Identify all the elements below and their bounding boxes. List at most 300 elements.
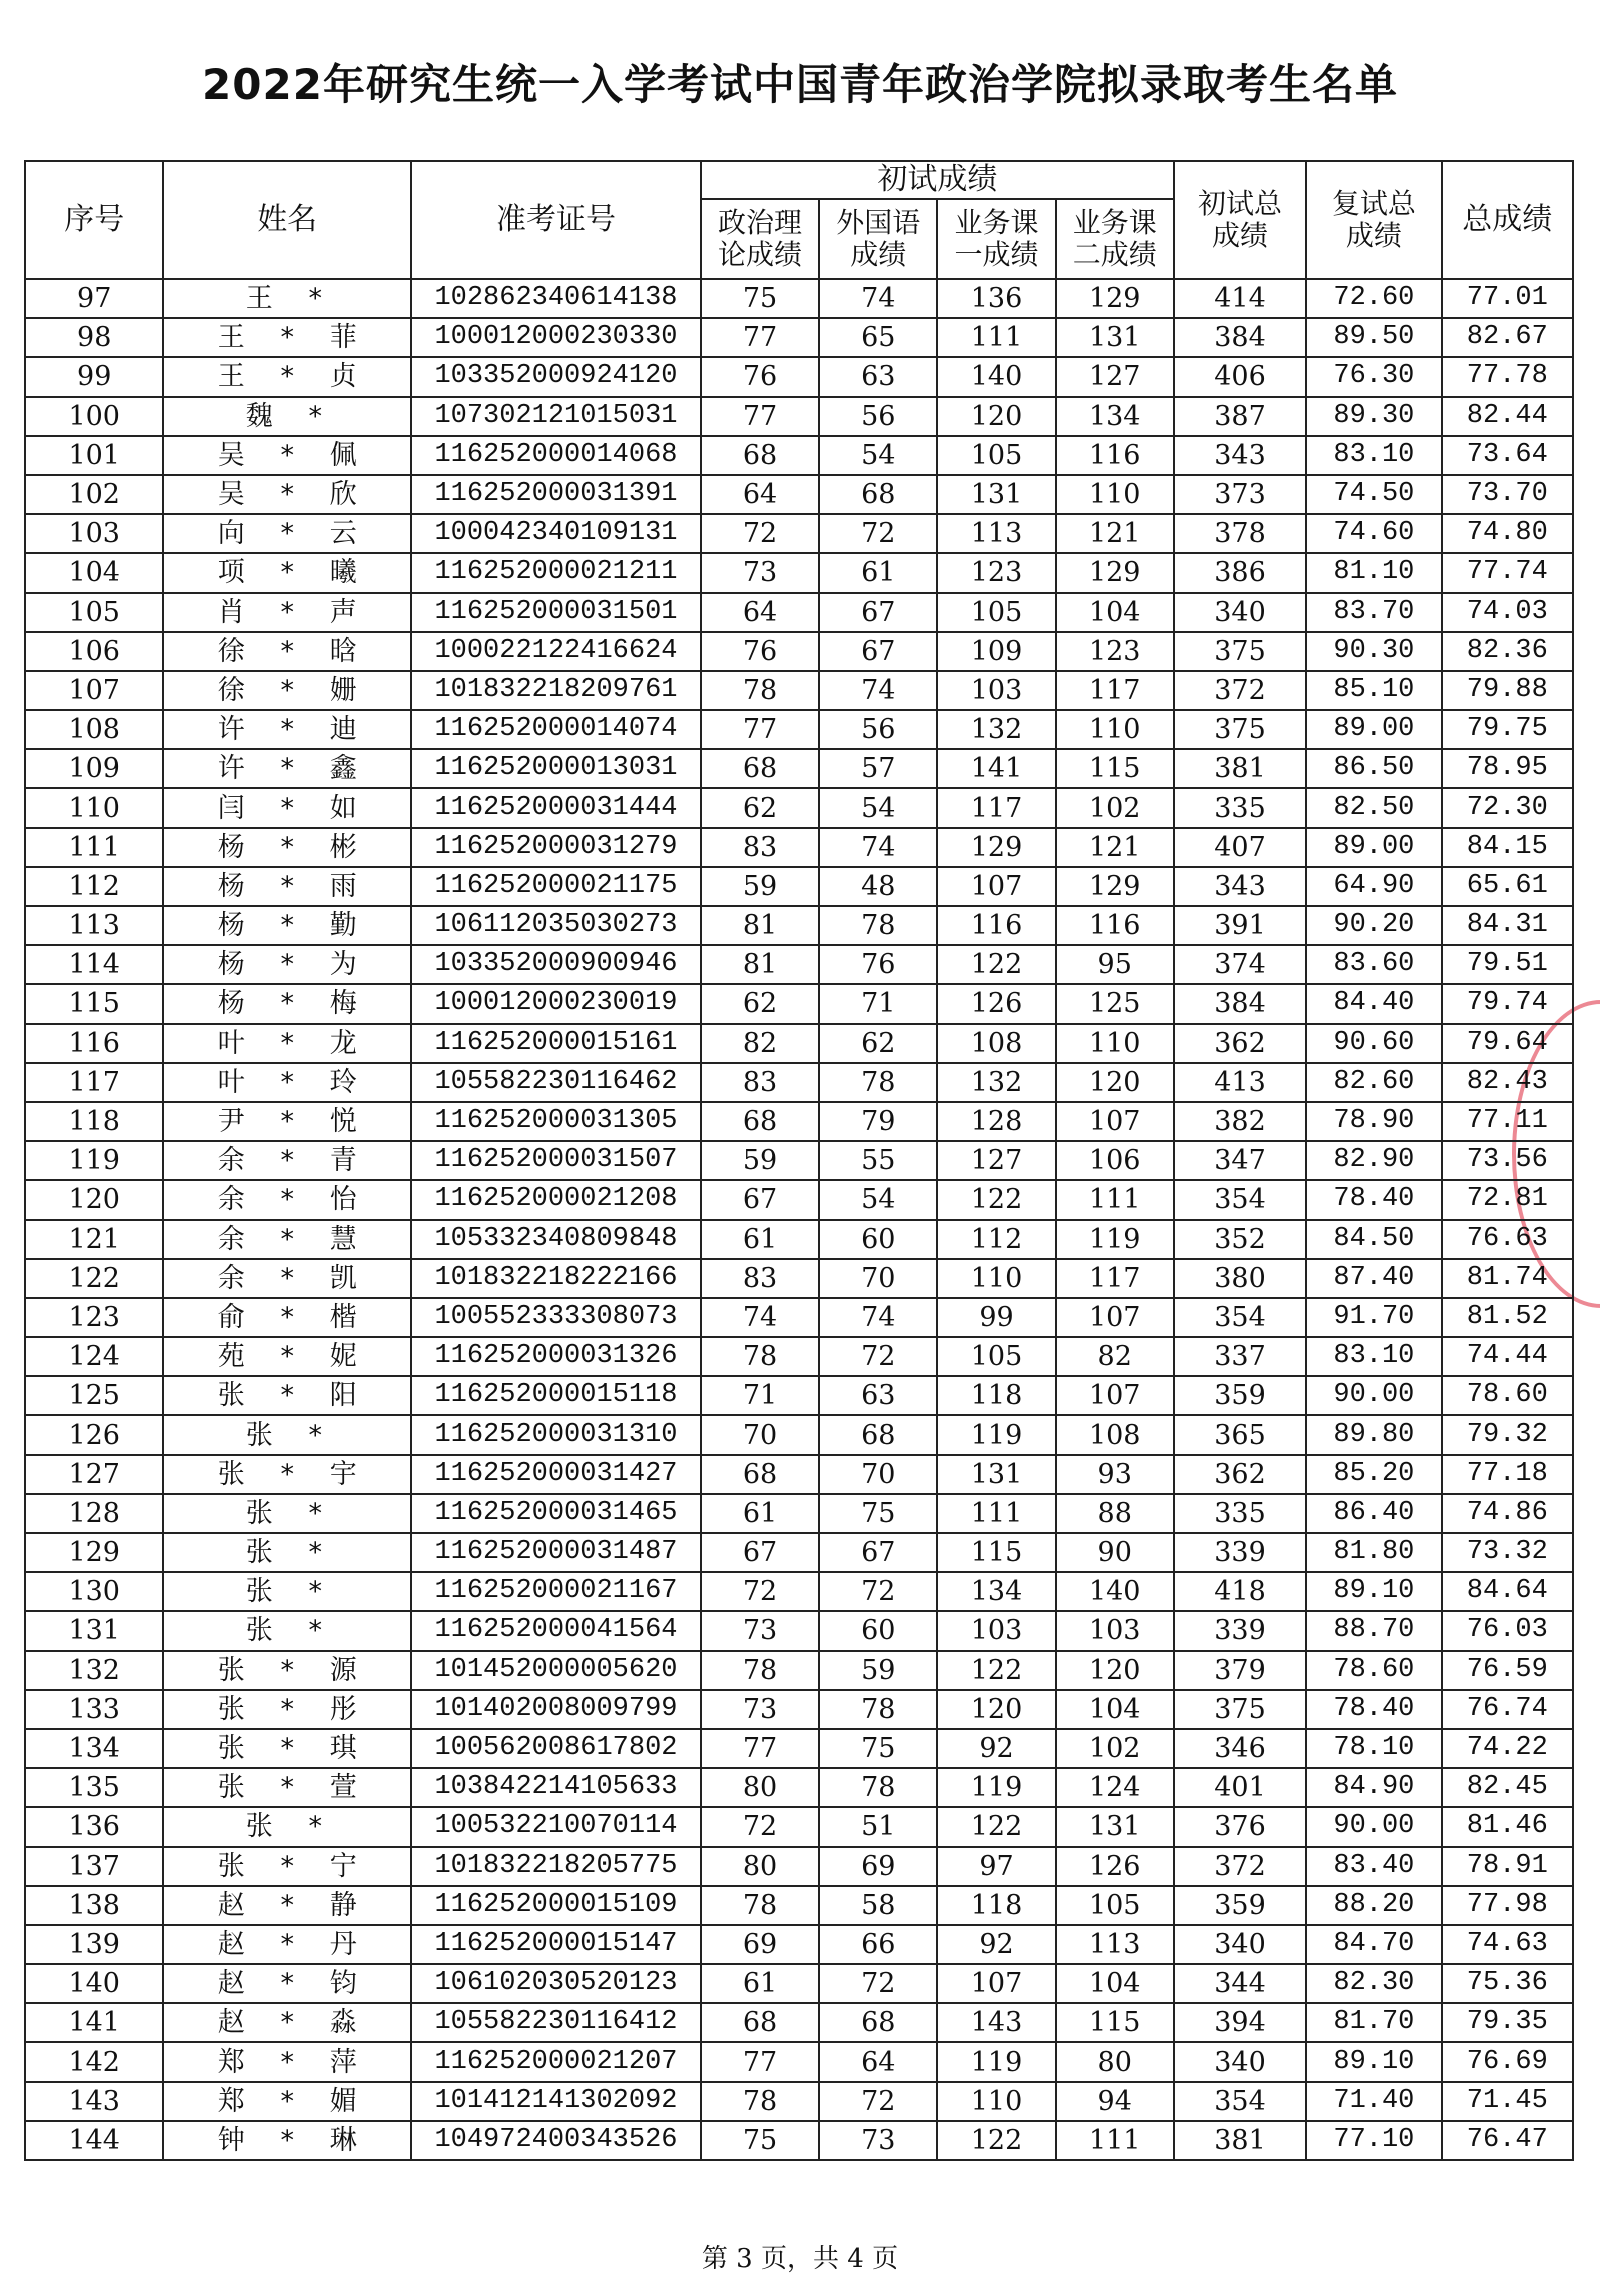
cell-name: 张 * — [163, 1807, 411, 1846]
cell-total: 76.59 — [1442, 1651, 1573, 1690]
cell-course1: 141 — [937, 749, 1055, 788]
cell-course2: 105 — [1056, 1886, 1174, 1925]
cell-prelim-total: 362 — [1174, 1024, 1306, 1063]
cell-total: 76.69 — [1442, 2042, 1573, 2081]
cell-name: 赵 * 丹 — [163, 1925, 411, 1964]
cell-course1: 127 — [937, 1141, 1055, 1180]
cell-prelim-total: 372 — [1174, 1847, 1306, 1886]
cell-total: 74.44 — [1442, 1337, 1573, 1376]
cell-total: 72.30 — [1442, 788, 1573, 827]
cell-course2: 119 — [1056, 1220, 1174, 1259]
table-row — [25, 1729, 1573, 1768]
cell-course2: 90 — [1056, 1533, 1174, 1572]
cell-retest-total: 82.50 — [1306, 788, 1441, 827]
cell-exam-id: 101832218222166 — [411, 1259, 701, 1298]
cell-retest-total: 91.70 — [1306, 1298, 1441, 1337]
cell-seq: 137 — [25, 1847, 163, 1886]
cell-politics: 67 — [701, 1180, 819, 1219]
cell-politics: 82 — [701, 1024, 819, 1063]
cell-course1: 120 — [937, 1690, 1055, 1729]
cell-exam-id: 116252000021211 — [411, 553, 701, 592]
cell-seq: 105 — [25, 593, 163, 632]
cell-retest-total: 89.30 — [1306, 397, 1441, 436]
cell-foreign: 57 — [819, 749, 937, 788]
cell-exam-id: 116252000031465 — [411, 1494, 701, 1533]
page-footer: 第 3 页，共 4 页 — [701, 2244, 899, 2274]
cell-retest-total: 86.50 — [1306, 749, 1441, 788]
cell-prelim-total: 418 — [1174, 1572, 1306, 1611]
cell-seq: 110 — [25, 788, 163, 827]
table-row — [25, 1259, 1573, 1298]
cell-name: 张 * 萱 — [163, 1768, 411, 1807]
cell-prelim-total: 376 — [1174, 1807, 1306, 1846]
table-row — [25, 357, 1573, 396]
cell-name: 张 * 源 — [163, 1651, 411, 1690]
cell-course2: 110 — [1056, 475, 1174, 514]
cell-total: 77.78 — [1442, 357, 1573, 396]
table-row — [25, 2003, 1573, 2042]
cell-course1: 117 — [937, 788, 1055, 827]
header-course2: 业务课 二成绩 — [1056, 199, 1174, 279]
cell-retest-total: 90.00 — [1306, 1807, 1441, 1846]
cell-seq: 106 — [25, 632, 163, 671]
cell-total: 82.43 — [1442, 1063, 1573, 1102]
cell-course2: 111 — [1056, 2121, 1174, 2160]
cell-course2: 125 — [1056, 984, 1174, 1023]
cell-exam-id: 100012000230330 — [411, 318, 701, 357]
cell-foreign: 62 — [819, 1024, 937, 1063]
cell-exam-id: 100022122416624 — [411, 632, 701, 671]
cell-politics: 83 — [701, 1259, 819, 1298]
header-prelim-total: 初试总 成绩 — [1174, 161, 1306, 279]
table-row — [25, 1376, 1573, 1415]
header-foreign: 外国语 成绩 — [819, 199, 937, 279]
cell-name: 张 * 宁 — [163, 1847, 411, 1886]
cell-course1: 110 — [937, 1259, 1055, 1298]
cell-total: 78.91 — [1442, 1847, 1573, 1886]
page-title: 2022年研究生统一入学考试中国青年政治学院拟录取考生名单 — [202, 60, 1398, 109]
cell-total: 79.75 — [1442, 710, 1573, 749]
cell-retest-total: 84.50 — [1306, 1220, 1441, 1259]
cell-prelim-total: 386 — [1174, 553, 1306, 592]
cell-course2: 116 — [1056, 906, 1174, 945]
cell-retest-total: 89.10 — [1306, 2042, 1441, 2081]
table-row — [25, 867, 1573, 906]
cell-course2: 93 — [1056, 1455, 1174, 1494]
cell-politics: 59 — [701, 1141, 819, 1180]
cell-retest-total: 83.40 — [1306, 1847, 1441, 1886]
cell-total: 78.60 — [1442, 1376, 1573, 1415]
cell-exam-id: 101402008009799 — [411, 1690, 701, 1729]
cell-exam-id: 116252000015118 — [411, 1376, 701, 1415]
cell-exam-id: 116252000021167 — [411, 1572, 701, 1611]
cell-exam-id: 116252000031507 — [411, 1141, 701, 1180]
cell-course1: 107 — [937, 1964, 1055, 2003]
cell-retest-total: 89.10 — [1306, 1572, 1441, 1611]
cell-exam-id: 103352000900946 — [411, 945, 701, 984]
cell-retest-total: 78.60 — [1306, 1651, 1441, 1690]
cell-seq: 128 — [25, 1494, 163, 1533]
cell-seq: 114 — [25, 945, 163, 984]
cell-course1: 122 — [937, 1807, 1055, 1846]
cell-total: 76.63 — [1442, 1220, 1573, 1259]
cell-retest-total: 74.50 — [1306, 475, 1441, 514]
cell-course2: 120 — [1056, 1651, 1174, 1690]
cell-foreign: 58 — [819, 1886, 937, 1925]
cell-foreign: 67 — [819, 593, 937, 632]
cell-total: 74.03 — [1442, 593, 1573, 632]
cell-course2: 107 — [1056, 1298, 1174, 1337]
cell-course2: 104 — [1056, 593, 1174, 632]
cell-politics: 83 — [701, 828, 819, 867]
cell-name: 叶 * 龙 — [163, 1024, 411, 1063]
cell-seq: 122 — [25, 1259, 163, 1298]
cell-politics: 71 — [701, 1376, 819, 1415]
header-course1: 业务课 一成绩 — [937, 199, 1055, 279]
cell-exam-id: 101452000005620 — [411, 1651, 701, 1690]
cell-politics: 72 — [701, 514, 819, 553]
cell-name: 杨 * 勤 — [163, 906, 411, 945]
cell-seq: 104 — [25, 553, 163, 592]
cell-course1: 111 — [937, 1494, 1055, 1533]
cell-politics: 61 — [701, 1964, 819, 2003]
cell-name: 赵 * 钧 — [163, 1964, 411, 2003]
cell-course2: 134 — [1056, 397, 1174, 436]
cell-total: 82.44 — [1442, 397, 1573, 436]
table-row — [25, 1690, 1573, 1729]
cell-foreign: 74 — [819, 828, 937, 867]
cell-total: 73.64 — [1442, 436, 1573, 475]
cell-foreign: 51 — [819, 1807, 937, 1846]
cell-retest-total: 77.10 — [1306, 2121, 1441, 2160]
cell-total: 79.32 — [1442, 1415, 1573, 1454]
cell-total: 74.86 — [1442, 1494, 1573, 1533]
cell-politics: 69 — [701, 1925, 819, 1964]
cell-retest-total: 82.60 — [1306, 1063, 1441, 1102]
cell-course1: 126 — [937, 984, 1055, 1023]
table-row — [25, 671, 1573, 710]
cell-course1: 132 — [937, 1063, 1055, 1102]
cell-total: 72.81 — [1442, 1180, 1573, 1219]
cell-course2: 123 — [1056, 632, 1174, 671]
cell-retest-total: 81.70 — [1306, 2003, 1441, 2042]
cell-course2: 127 — [1056, 357, 1174, 396]
cell-total: 74.63 — [1442, 1925, 1573, 1964]
cell-course2: 102 — [1056, 1729, 1174, 1768]
cell-course1: 92 — [937, 1925, 1055, 1964]
cell-course1: 103 — [937, 1611, 1055, 1650]
table-row — [25, 1455, 1573, 1494]
table-row — [25, 397, 1573, 436]
cell-total: 84.15 — [1442, 828, 1573, 867]
cell-course2: 131 — [1056, 1807, 1174, 1846]
cell-course2: 126 — [1056, 1847, 1174, 1886]
cell-politics: 72 — [701, 1807, 819, 1846]
cell-course1: 105 — [937, 593, 1055, 632]
cell-total: 73.70 — [1442, 475, 1573, 514]
cell-retest-total: 76.30 — [1306, 357, 1441, 396]
cell-prelim-total: 343 — [1174, 436, 1306, 475]
cell-course1: 120 — [937, 397, 1055, 436]
cell-course2: 121 — [1056, 514, 1174, 553]
cell-retest-total: 64.90 — [1306, 867, 1441, 906]
cell-politics: 72 — [701, 1572, 819, 1611]
cell-prelim-total: 382 — [1174, 1102, 1306, 1141]
cell-prelim-total: 359 — [1174, 1886, 1306, 1925]
cell-prelim-total: 340 — [1174, 1925, 1306, 1964]
cell-exam-id: 116252000031391 — [411, 475, 701, 514]
cell-retest-total: 84.90 — [1306, 1768, 1441, 1807]
cell-name: 俞 * 楷 — [163, 1298, 411, 1337]
table-row — [25, 1925, 1573, 1964]
table-body — [25, 279, 1573, 2160]
cell-retest-total: 83.10 — [1306, 1337, 1441, 1376]
cell-politics: 68 — [701, 1102, 819, 1141]
table-row — [25, 710, 1573, 749]
cell-prelim-total: 335 — [1174, 788, 1306, 827]
cell-exam-id: 100012000230019 — [411, 984, 701, 1023]
cell-foreign: 54 — [819, 1180, 937, 1219]
cell-name: 郑 * 萍 — [163, 2042, 411, 2081]
cell-foreign: 74 — [819, 671, 937, 710]
header-exam-id: 准考证号 — [411, 161, 701, 279]
cell-prelim-total: 365 — [1174, 1415, 1306, 1454]
cell-name: 吴 * 佩 — [163, 436, 411, 475]
cell-course2: 104 — [1056, 1690, 1174, 1729]
table-row — [25, 514, 1573, 553]
table-row — [25, 593, 1573, 632]
table-row — [25, 1533, 1573, 1572]
table-row — [25, 984, 1573, 1023]
cell-politics: 61 — [701, 1494, 819, 1533]
table-row — [25, 436, 1573, 475]
cell-foreign: 72 — [819, 1337, 937, 1376]
cell-politics: 68 — [701, 2003, 819, 2042]
cell-course2: 140 — [1056, 1572, 1174, 1611]
cell-foreign: 68 — [819, 475, 937, 514]
cell-politics: 62 — [701, 788, 819, 827]
cell-course1: 103 — [937, 671, 1055, 710]
header-name: 姓名 — [163, 161, 411, 279]
cell-total: 84.64 — [1442, 1572, 1573, 1611]
cell-course1: 143 — [937, 2003, 1055, 2042]
cell-course1: 128 — [937, 1102, 1055, 1141]
cell-course1: 115 — [937, 1533, 1055, 1572]
cell-total: 79.64 — [1442, 1024, 1573, 1063]
cell-seq: 134 — [25, 1729, 163, 1768]
cell-course2: 115 — [1056, 2003, 1174, 2042]
table-row — [25, 2082, 1573, 2121]
cell-politics: 74 — [701, 1298, 819, 1337]
table-row — [25, 1024, 1573, 1063]
cell-prelim-total: 380 — [1174, 1259, 1306, 1298]
cell-total: 74.80 — [1442, 514, 1573, 553]
cell-politics: 78 — [701, 1337, 819, 1376]
cell-politics: 75 — [701, 2121, 819, 2160]
cell-seq: 142 — [25, 2042, 163, 2081]
cell-retest-total: 84.70 — [1306, 1925, 1441, 1964]
admission-table — [24, 160, 1574, 2161]
header-politics: 政治理 论成绩 — [701, 199, 819, 279]
cell-exam-id: 116252000015109 — [411, 1886, 701, 1925]
cell-seq: 127 — [25, 1455, 163, 1494]
cell-retest-total: 78.10 — [1306, 1729, 1441, 1768]
cell-politics: 61 — [701, 1220, 819, 1259]
cell-course2: 110 — [1056, 1024, 1174, 1063]
cell-exam-id: 106112035030273 — [411, 906, 701, 945]
cell-seq: 138 — [25, 1886, 163, 1925]
cell-retest-total: 89.80 — [1306, 1415, 1441, 1454]
cell-total: 82.67 — [1442, 318, 1573, 357]
cell-name: 许 * 鑫 — [163, 749, 411, 788]
cell-course2: 107 — [1056, 1376, 1174, 1415]
cell-prelim-total: 391 — [1174, 906, 1306, 945]
cell-name: 张 * — [163, 1415, 411, 1454]
table-row — [25, 1847, 1573, 1886]
cell-seq: 132 — [25, 1651, 163, 1690]
cell-total: 76.74 — [1442, 1690, 1573, 1729]
cell-course2: 103 — [1056, 1611, 1174, 1650]
table-row — [25, 1141, 1573, 1180]
cell-prelim-total: 337 — [1174, 1337, 1306, 1376]
header-retest-total: 复试总 成绩 — [1306, 161, 1441, 279]
cell-politics: 68 — [701, 749, 819, 788]
cell-course2: 94 — [1056, 2082, 1174, 2121]
cell-retest-total: 89.50 — [1306, 318, 1441, 357]
cell-seq: 116 — [25, 1024, 163, 1063]
cell-foreign: 79 — [819, 1102, 937, 1141]
cell-total: 75.36 — [1442, 1964, 1573, 2003]
cell-name: 向 * 云 — [163, 514, 411, 553]
cell-seq: 108 — [25, 710, 163, 749]
cell-course1: 119 — [937, 1768, 1055, 1807]
cell-total: 81.46 — [1442, 1807, 1573, 1846]
cell-name: 杨 * 为 — [163, 945, 411, 984]
cell-exam-id: 116252000031279 — [411, 828, 701, 867]
cell-retest-total: 86.40 — [1306, 1494, 1441, 1533]
cell-seq: 135 — [25, 1768, 163, 1807]
cell-total: 65.61 — [1442, 867, 1573, 906]
cell-seq: 118 — [25, 1102, 163, 1141]
cell-course2: 116 — [1056, 436, 1174, 475]
cell-foreign: 72 — [819, 514, 937, 553]
cell-retest-total: 85.10 — [1306, 671, 1441, 710]
header-prelim-group: 初试成绩 — [701, 161, 1174, 199]
cell-total: 76.03 — [1442, 1611, 1573, 1650]
cell-course1: 105 — [937, 436, 1055, 475]
cell-retest-total: 83.70 — [1306, 593, 1441, 632]
cell-total: 77.11 — [1442, 1102, 1573, 1141]
cell-course2: 115 — [1056, 749, 1174, 788]
cell-retest-total: 90.20 — [1306, 906, 1441, 945]
cell-course2: 104 — [1056, 1964, 1174, 2003]
cell-course1: 119 — [937, 2042, 1055, 2081]
cell-prelim-total: 384 — [1174, 984, 1306, 1023]
cell-course1: 110 — [937, 2082, 1055, 2121]
cell-foreign: 78 — [819, 1063, 937, 1102]
cell-retest-total: 71.40 — [1306, 2082, 1441, 2121]
cell-politics: 76 — [701, 632, 819, 671]
cell-course1: 123 — [937, 553, 1055, 592]
cell-course1: 105 — [937, 1337, 1055, 1376]
cell-prelim-total: 381 — [1174, 2121, 1306, 2160]
cell-course2: 129 — [1056, 553, 1174, 592]
cell-name: 赵 * 静 — [163, 1886, 411, 1925]
cell-course2: 106 — [1056, 1141, 1174, 1180]
table-row — [25, 553, 1573, 592]
cell-name: 张 * — [163, 1572, 411, 1611]
cell-foreign: 66 — [819, 1925, 937, 1964]
cell-total: 77.01 — [1442, 279, 1573, 318]
cell-politics: 76 — [701, 357, 819, 396]
cell-exam-id: 116252000031444 — [411, 788, 701, 827]
cell-foreign: 61 — [819, 553, 937, 592]
cell-foreign: 70 — [819, 1455, 937, 1494]
cell-total: 82.36 — [1442, 632, 1573, 671]
cell-course1: 109 — [937, 632, 1055, 671]
cell-exam-id: 116252000014074 — [411, 710, 701, 749]
cell-seq: 113 — [25, 906, 163, 945]
cell-total: 74.22 — [1442, 1729, 1573, 1768]
cell-retest-total: 74.60 — [1306, 514, 1441, 553]
cell-total: 79.35 — [1442, 2003, 1573, 2042]
cell-course1: 131 — [937, 1455, 1055, 1494]
table-row — [25, 1964, 1573, 2003]
cell-prelim-total: 373 — [1174, 475, 1306, 514]
cell-seq: 99 — [25, 357, 163, 396]
cell-seq: 102 — [25, 475, 163, 514]
cell-name: 王 * 贞 — [163, 357, 411, 396]
cell-prelim-total: 381 — [1174, 749, 1306, 788]
cell-exam-id: 116252000014068 — [411, 436, 701, 475]
cell-seq: 121 — [25, 1220, 163, 1259]
cell-exam-id: 116252000015161 — [411, 1024, 701, 1063]
cell-foreign: 54 — [819, 788, 937, 827]
cell-total: 73.32 — [1442, 1533, 1573, 1572]
cell-exam-id: 105582230116462 — [411, 1063, 701, 1102]
table-row — [25, 1611, 1573, 1650]
cell-total: 77.18 — [1442, 1455, 1573, 1494]
cell-name: 徐 * 晗 — [163, 632, 411, 671]
cell-foreign: 75 — [819, 1729, 937, 1768]
cell-prelim-total: 375 — [1174, 1690, 1306, 1729]
cell-politics: 77 — [701, 318, 819, 357]
cell-exam-id: 116252000031427 — [411, 1455, 701, 1494]
cell-course1: 140 — [937, 357, 1055, 396]
cell-name: 苑 * 妮 — [163, 1337, 411, 1376]
header-total: 总成绩 — [1442, 161, 1573, 279]
cell-course2: 82 — [1056, 1337, 1174, 1376]
cell-course2: 131 — [1056, 318, 1174, 357]
header-seq: 序号 — [25, 161, 163, 279]
cell-prelim-total: 359 — [1174, 1376, 1306, 1415]
cell-name: 徐 * 姗 — [163, 671, 411, 710]
cell-name: 许 * 迪 — [163, 710, 411, 749]
cell-prelim-total: 339 — [1174, 1611, 1306, 1650]
cell-retest-total: 89.00 — [1306, 828, 1441, 867]
table-row — [25, 906, 1573, 945]
cell-exam-id: 101412141302092 — [411, 2082, 701, 2121]
cell-total: 73.56 — [1442, 1141, 1573, 1180]
cell-total: 79.51 — [1442, 945, 1573, 984]
cell-seq: 144 — [25, 2121, 163, 2160]
cell-foreign: 78 — [819, 906, 937, 945]
cell-politics: 77 — [701, 1729, 819, 1768]
cell-prelim-total: 378 — [1174, 514, 1306, 553]
cell-prelim-total: 406 — [1174, 357, 1306, 396]
cell-prelim-total: 362 — [1174, 1455, 1306, 1494]
cell-retest-total: 90.60 — [1306, 1024, 1441, 1063]
